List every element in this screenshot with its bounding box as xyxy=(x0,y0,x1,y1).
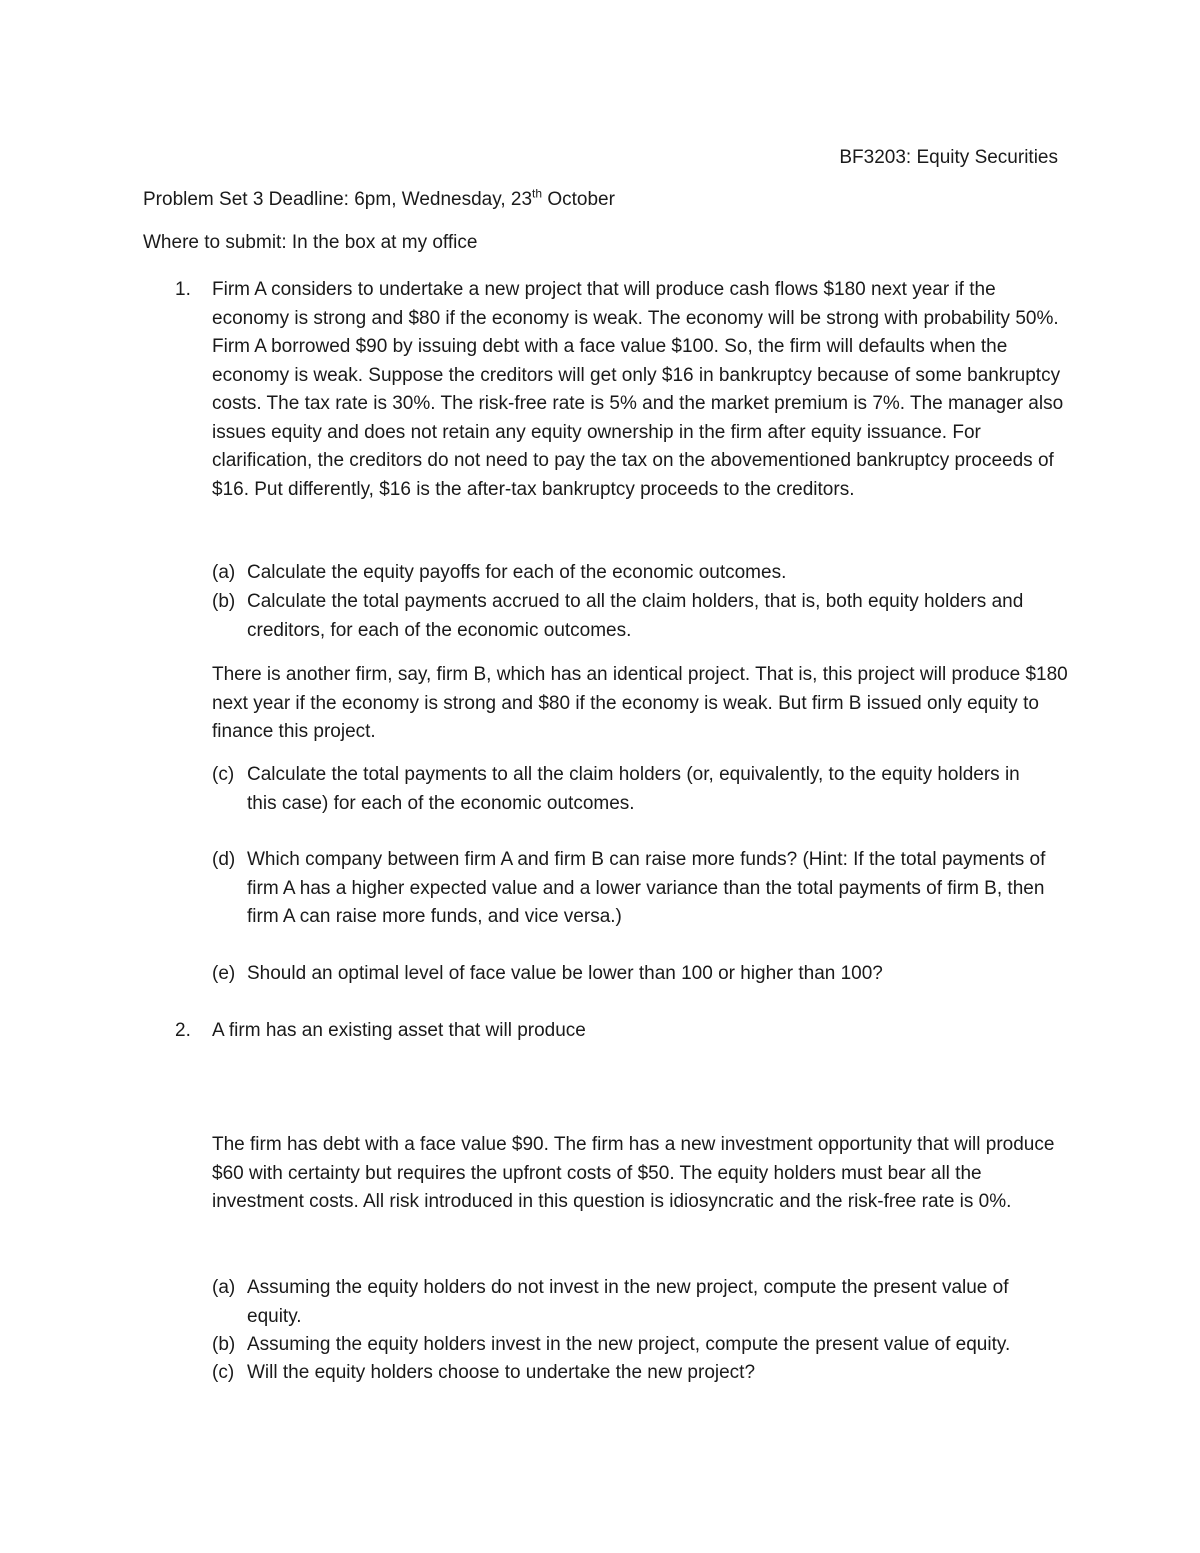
question-1b xyxy=(212,588,1052,645)
deadline-superscript: th xyxy=(532,186,543,201)
question-2c xyxy=(212,1359,1052,1388)
question-2c-text: Will the equity holders choose to undertake the new project? xyxy=(247,1362,756,1383)
firm-b-paragraph: There is another firm, say, firm B, which has an identical project. That is, this project will produce $180 next year if the economy is strong and $80 if the economy is weak. But firm B issued only equity to finance this project. xyxy=(212,664,1068,742)
question-1c-text: Calculate the total payments to all the claim holders (or, equivalently, to the equity holders in this case) for each of the economic outcomes. xyxy=(247,764,1020,814)
question-1-text: Firm A considers to undertake a new project that will produce cash flows $180 next year if the economy is strong and $80 if the economy is weak. The economy will be strong with probability 50%. Firm A borrowed $90 by issuing debt with a face value $100. So, the firm will defaults when the economy is weak. Suppose the creditors will get only $16 in bankruptcy because of some bankruptcy costs. The tax rate is 30%. The risk-free rate is 5% and the market premium is 7%. The manager also issues equity and does not retain any equity ownership in the firm after equity issuance. For clarification, the creditors do not need to pay the tax on the abovementioned bankruptcy proceeds of $16. Put differently, $16 is the after-tax bankruptcy proceeds to the creditors. xyxy=(212,279,1064,500)
question-1d-text: Which company between firm A and firm B can raise more funds? (Hint: If the total payments of firm A has a higher expected value and a lower variance than the total payments of firm B, then firm A can raise more funds, and vice versa.) xyxy=(247,849,1046,927)
question-2-text: A firm has an existing asset that will produce xyxy=(212,1020,586,1041)
question-2a-letter: (a) xyxy=(212,1277,236,1298)
question-1a-text: Calculate the equity payoffs for each of the economic outcomes. xyxy=(247,562,787,583)
submit-line: Where to submit: In the box at my office xyxy=(143,232,478,253)
question-1a-letter: (a) xyxy=(212,562,236,583)
question-1d-letter: (d) xyxy=(212,849,236,870)
question-2b-text: Assuming the equity holders invest in the new project, compute the present value of equity. xyxy=(247,1334,1011,1355)
deadline-line xyxy=(143,186,615,215)
question-2-number: 2. xyxy=(175,1020,191,1041)
question-1c xyxy=(212,761,1052,818)
question-1d xyxy=(212,846,1052,932)
question-2a xyxy=(212,1274,1052,1331)
question-2b xyxy=(212,1331,1052,1360)
question-2b-letter: (b) xyxy=(212,1334,236,1355)
deadline-text: Problem Set 3 Deadline: 6pm, Wednesday, 23 xyxy=(143,189,533,210)
question-1-number: 1. xyxy=(175,279,191,300)
question-1a xyxy=(212,559,1052,588)
question-2a-text: Assuming the equity holders do not invest in the new project, compute the present value of equity. xyxy=(247,1277,1009,1327)
question-1b-text: Calculate the total payments accrued to all the claim holders, that is, both equity holders and creditors, for each of the economic outcomes. xyxy=(247,591,1024,641)
question-1e xyxy=(212,960,1052,989)
question-2-paragraph: The firm has debt with a face value $90. The firm has a new investment opportunity that will produce $60 with certainty but requires the upfront costs of $50. The equity holders must bear all the investment costs. All risk introduced in this question is idiosyncratic and the risk-free rate is 0%. xyxy=(212,1134,1055,1212)
course-title: BF3203: Equity Securities xyxy=(839,147,1058,168)
question-1b-letter: (b) xyxy=(212,591,236,612)
question-1c-letter: (c) xyxy=(212,764,235,785)
question-1e-letter: (e) xyxy=(212,963,236,984)
deadline-month: October xyxy=(542,189,615,210)
question-2c-letter: (c) xyxy=(212,1362,235,1383)
question-1e-text: Should an optimal level of face value be lower than 100 or higher than 100? xyxy=(247,963,883,984)
